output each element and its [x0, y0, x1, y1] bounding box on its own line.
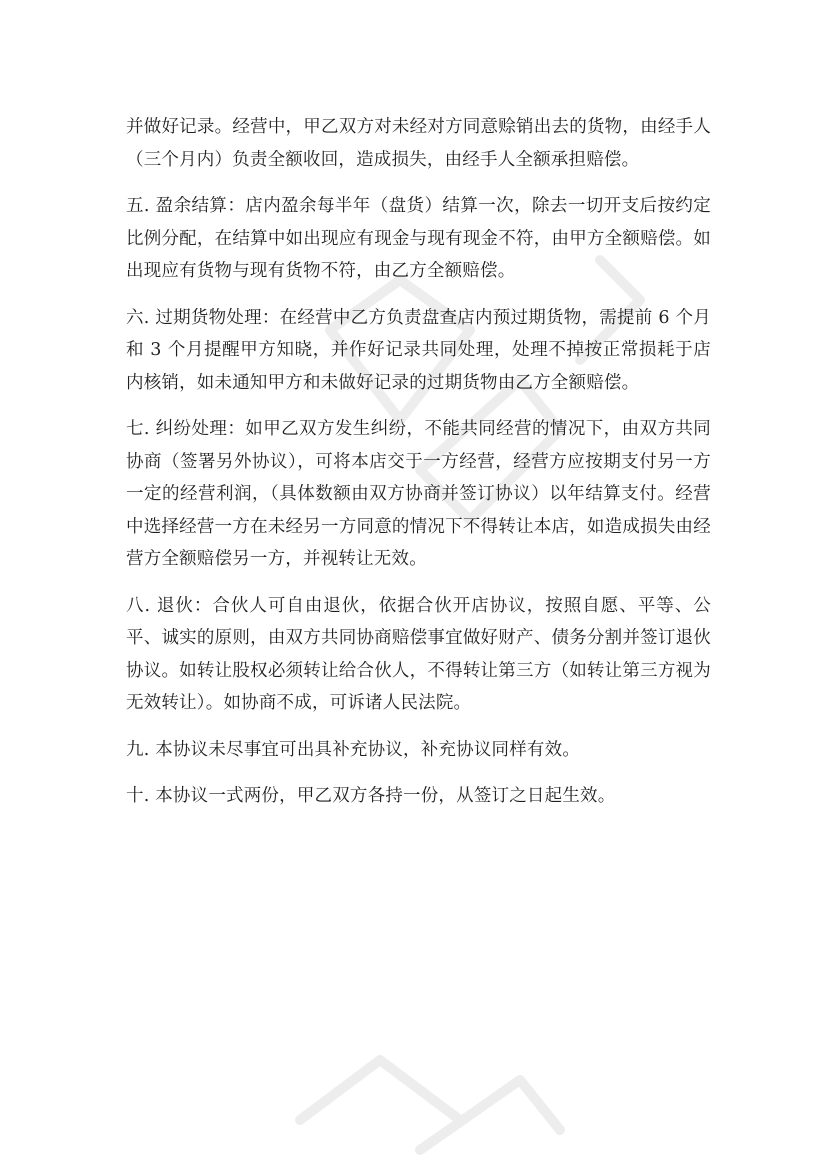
paragraph-expired-goods: 六. 过期货物处理：在经营中乙方负责盘查店内预过期货物，需提前 6 个月和 3 个月提醒甲方知晓，并作好记录共同处理，处理不掉按正常损耗于店内核销，如未通知甲方和未做好记录的过期货物由乙方全额赔偿。	[126, 307, 711, 393]
paragraph-supplementary: 九. 本协议未尽事宜可出具补充协议，补充协议同样有效。	[126, 739, 581, 760]
paragraph-continuation: 并做好记录。经营中，甲乙双方对未经对方同意赊销出去的货物，由经手人（三个月内）负责全额收回，造成损失，由经手人全额承担赔偿。	[126, 117, 711, 170]
paragraph-withdrawal: 八. 退伙：合伙人可自由退伙，依据合伙开店协议，按照自愿、平等、公平、诚实的原则，由双方共同协商赔偿事宜做好财产、债务分割并签订退伙协议。如转让股权必须转让给合伙人，不得转让第三方（如转让第三方视为无效转让）。如协商不成，可诉诸人民法院。	[126, 595, 711, 713]
paragraph-effective: 十. 本协议一式两份，甲乙双方各持一份，从签订之日起生效。	[126, 786, 616, 806]
document-page	[126, 111, 711, 827]
paragraph-dispute-handling: 七. 纠纷处理：如甲乙双方发生纠纷，不能共同经营的情况下，由双方共同协商（签署另外协议），可将本店交于一方经营，经营方应按期支付另一方一定的经营利润，（具体数额由双方协商并签订协议）以年结算支付。经营中选择经营一方在未经另一方同意的情况下不得转让本店，如造成损失由经营方全额赔偿另一方，并视转让无效。	[126, 419, 711, 569]
paragraph-surplus-settlement: 五. 盈余结算：店内盈余每半年（盘货）结算一次，除去一切开支后按约定比例分配，在结算中如出现应有现金与现有现金不符，由甲方全额赔偿。如出现应有货物与现有货物不符，由乙方全额赔偿。	[126, 196, 711, 281]
